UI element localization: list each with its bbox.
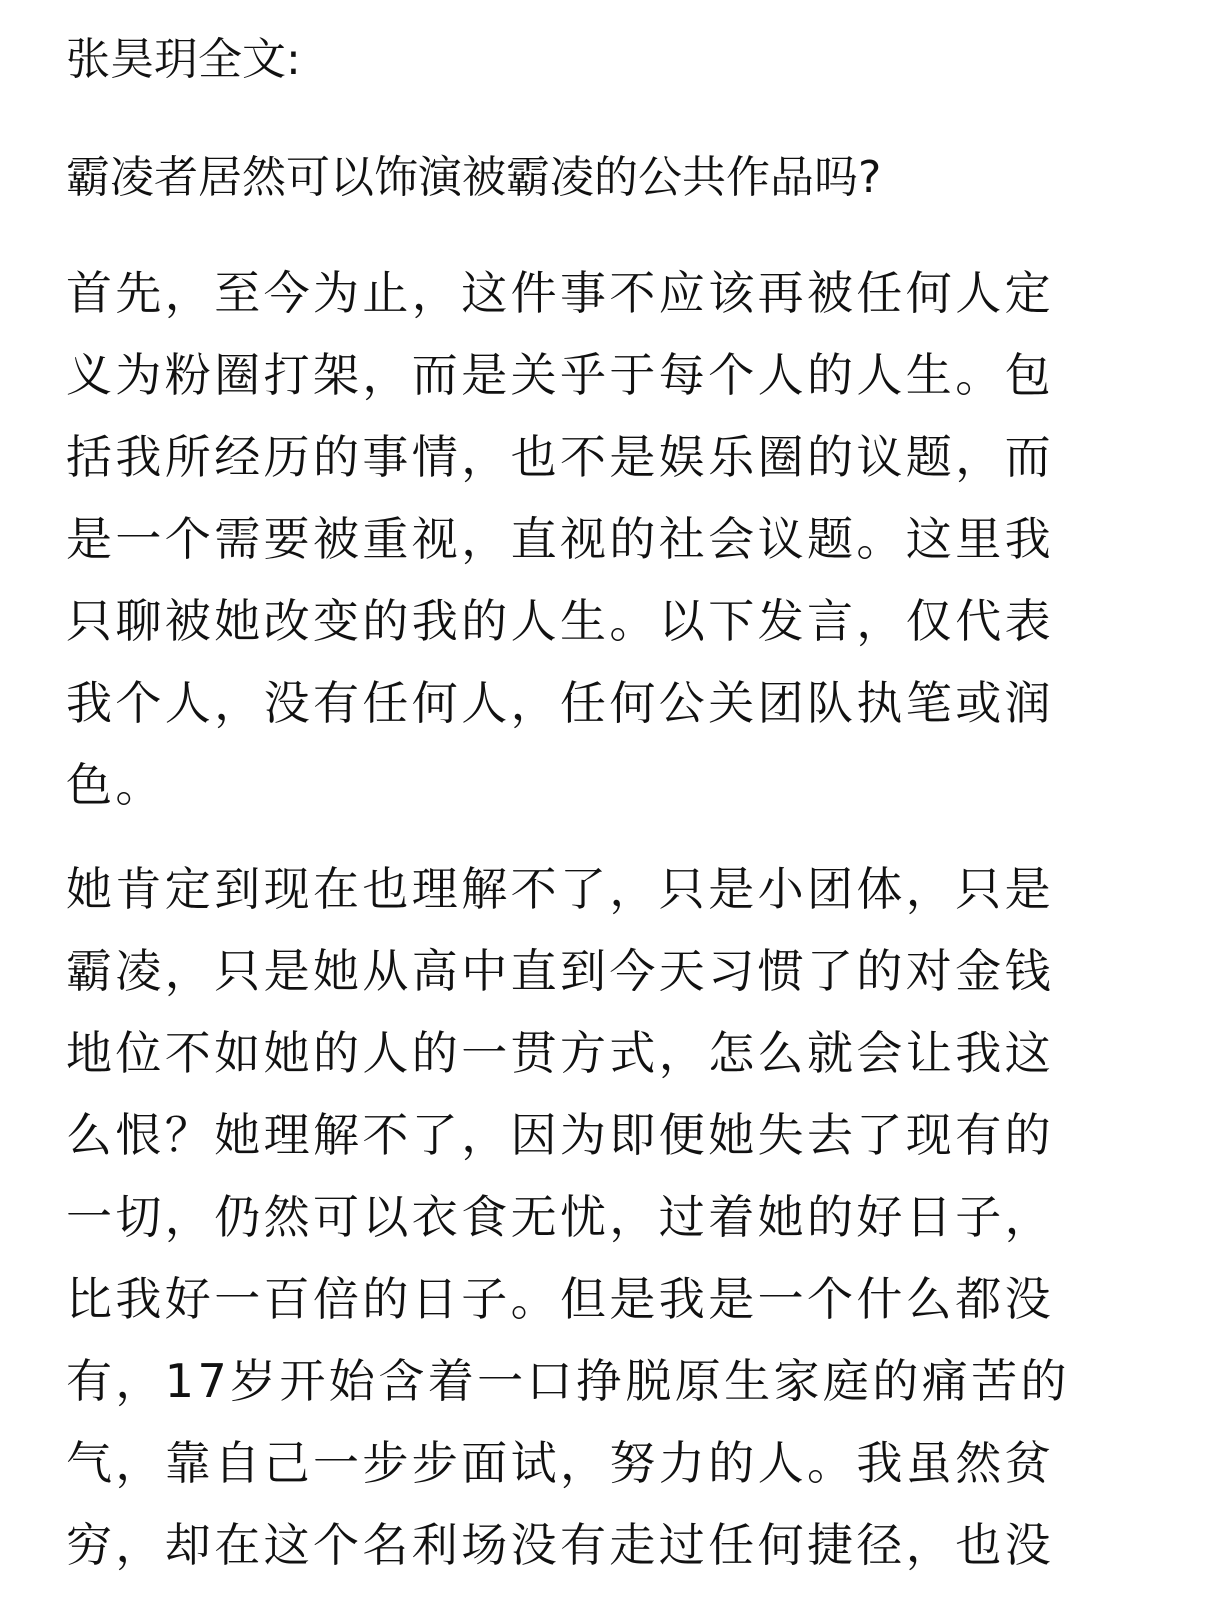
paragraph-2 [66,848,1156,1586]
text-line: 她肯定到现在也理解不了，只是小团体，只是 [66,862,1054,916]
text-line: 色。 [66,758,165,812]
text-line: 穷，却在这个名利场没有走过任何捷径，也没 [66,1518,1054,1572]
text-line: 气，靠自己一步步面试，努力的人。我虽然贫 [66,1436,1054,1490]
document-title: 张昊玥全文: [66,34,301,85]
text-line: 括我所经历的事情，也不是娱乐圈的议题，而 [66,430,1054,484]
question-heading: 霸凌者居然可以饰演被霸凌的公共作品吗? [66,152,882,203]
text-line: 么恨？她理解不了，因为即便她失去了现有的 [66,1108,1054,1162]
text-line: 有，17岁开始含着一口挣脱原生家庭的痛苦的 [66,1354,1070,1408]
text-line: 是一个需要被重视，直视的社会议题。这里我 [66,512,1054,566]
text-line: 义为粉圈打架，而是关乎于每个人的人生。包 [66,348,1054,402]
text-line: 地位不如她的人的一贯方式，怎么就会让我这 [66,1026,1054,1080]
text-line: 一切，仍然可以衣食无忧，过着她的好日子， [66,1190,1054,1244]
text-line: 只聊被她改变的我的人生。以下发言，仅代表 [66,594,1054,648]
text-line: 比我好一百倍的日子。但是我是一个什么都没 [66,1272,1054,1326]
paragraph-1 [66,252,1156,826]
text-line: 我个人，没有任何人，任何公关团队执笔或润 [66,676,1054,730]
text-line: 霸凌，只是她从高中直到今天习惯了的对金钱 [66,944,1054,998]
text-line: 首先，至今为止，这件事不应该再被任何人定 [66,266,1054,320]
